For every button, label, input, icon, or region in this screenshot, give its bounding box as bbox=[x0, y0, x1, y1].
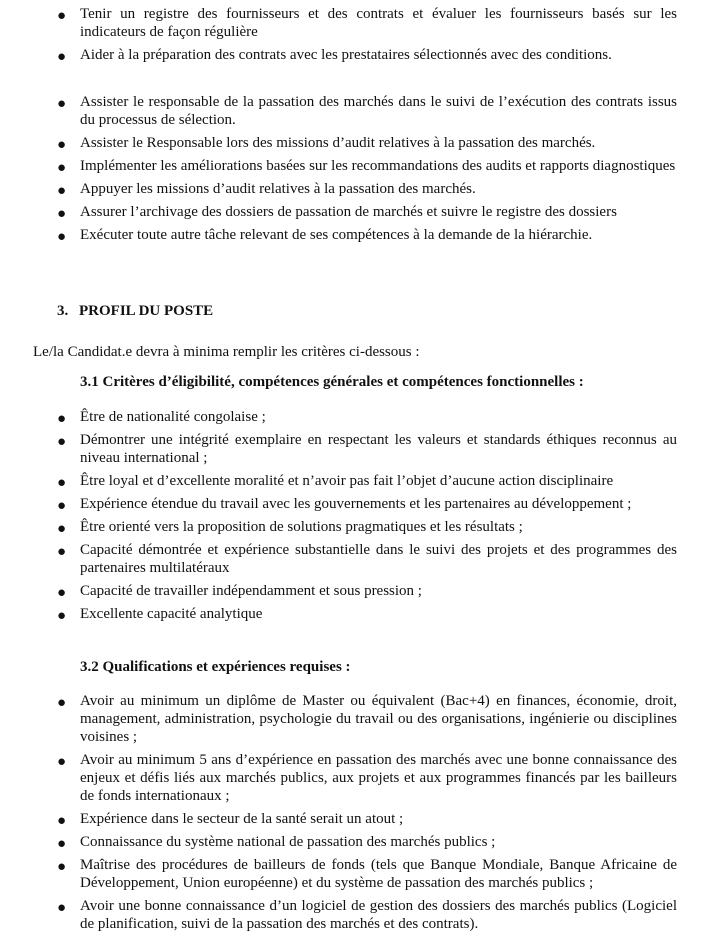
list-item: ● Aider à la préparation des contrats avec les prestataires sélectionnés avec des conditions. bbox=[57, 47, 612, 65]
bullet-icon: ● bbox=[57, 96, 67, 112]
list-item: ● Excellente capacité analytique bbox=[57, 606, 263, 624]
bullet-icon: ● bbox=[57, 544, 67, 560]
list-item: ● Assister le Responsable lors des missions d’audit relatives à la passation des marchés. bbox=[57, 135, 596, 153]
list-item: ● Appuyer les missions d’audit relatives à la passation des marchés. bbox=[57, 181, 476, 199]
list-item: ● Assurer l’archivage des dossiers de passation de marchés et suivre le registre des dossiers bbox=[57, 204, 617, 222]
list-item: ● Expérience dans le secteur de la santé serait un atout ; bbox=[57, 811, 404, 829]
bullet-icon: ● bbox=[57, 160, 67, 176]
bullet-icon: ● bbox=[57, 608, 67, 624]
bullet-list-qualifications bbox=[0, 692, 711, 933]
bullet-icon: ● bbox=[57, 434, 67, 450]
bullet-icon: ● bbox=[57, 695, 67, 711]
bullet-list-tasks-a bbox=[0, 5, 711, 64]
list-item: ● Être de nationalité congolaise ; bbox=[57, 409, 266, 427]
list-item: ● Assister le responsable de la passation des marchés dans le suivi de l’exécution des contrats issus du processus de sélection. bbox=[57, 94, 677, 128]
bullet-icon: ● bbox=[57, 754, 67, 770]
bullet-icon: ● bbox=[57, 411, 67, 427]
bullet-icon: ● bbox=[57, 498, 67, 514]
bullet-icon: ● bbox=[57, 900, 67, 916]
list-item: ● Être loyal et d’excellente moralité et n’avoir pas fait l’objet d’aucune action disciplinaire bbox=[57, 473, 614, 491]
list-item: ● Connaissance du système national de passation des marchés publics ; bbox=[57, 834, 496, 852]
bullet-icon: ● bbox=[57, 836, 67, 852]
list-item: ● Avoir une bonne connaissance d’un logiciel de gestion des dossiers des marchés publics (Logiciel de planification, suivi de la passation des marchés et des contrats). bbox=[57, 898, 677, 932]
section-number: 3. bbox=[57, 303, 69, 319]
list-item: ● Implémenter les améliorations basées sur les recommandations des audits et rapports diagnostiques bbox=[57, 158, 676, 176]
list-item: ● Avoir au minimum 5 ans d’expérience en passation des marchés avec une bonne connaissance des enjeux et défis liés aux marchés publics, aux projets et aux programmes financés par les bailleurs de fonds internationaux ; bbox=[57, 752, 677, 804]
subsection-heading-3-2: 3.2 Qualifications et expériences requises : bbox=[80, 659, 351, 675]
list-item: ● Être orienté vers la proposition de solutions pragmatiques et les résultats ; bbox=[57, 519, 523, 537]
bullet-icon: ● bbox=[57, 229, 67, 245]
subsection-heading-3-1: 3.1 Critères d’éligibilité, compétences générales et compétences fonctionnelles : bbox=[80, 374, 584, 390]
list-item: ● Avoir au minimum un diplôme de Master ou équivalent (Bac+4) en finances, économie, droit, management, administration, psychologie du travail ou des organisations, ingénierie ou disciplines voisines ; bbox=[57, 693, 677, 745]
bullet-list-tasks-b bbox=[0, 93, 711, 244]
list-item: ● Démontrer une intégrité exemplaire en respectant les valeurs et standards éthiques reconnus au niveau international ; bbox=[57, 432, 677, 466]
bullet-icon: ● bbox=[57, 137, 67, 153]
list-item: ● Expérience étendue du travail avec les gouvernements et les partenaires au développement ; bbox=[57, 496, 632, 514]
bullet-icon: ● bbox=[57, 8, 67, 24]
bullet-icon: ● bbox=[57, 585, 67, 601]
list-item: ● Maîtrise des procédures de bailleurs de fonds (tels que Banque Mondiale, Banque Africaine de Développement, Union européenne) et du système de passation des marchés publics ; bbox=[57, 857, 677, 891]
bullet-icon: ● bbox=[57, 475, 67, 491]
bullet-icon: ● bbox=[57, 49, 67, 65]
list-item: ● Exécuter toute autre tâche relevant de ses compétences à la demande de la hiérarchie. bbox=[57, 227, 593, 245]
section-heading bbox=[57, 302, 213, 320]
bullet-icon: ● bbox=[57, 183, 67, 199]
bullet-icon: ● bbox=[57, 521, 67, 537]
section-title: PROFIL DU POSTE bbox=[79, 303, 214, 319]
bullet-icon: ● bbox=[57, 206, 67, 222]
bullet-icon: ● bbox=[57, 859, 67, 875]
list-item: ● Capacité de travailler indépendamment et sous pression ; bbox=[57, 583, 422, 601]
bullet-icon: ● bbox=[57, 813, 67, 829]
bullet-list-criteria bbox=[0, 408, 711, 623]
list-item: ● Capacité démontrée et expérience substantielle dans le suivi des projets et des programmes des partenaires multilatéraux bbox=[57, 542, 677, 576]
section-intro: Le/la Candidat.e devra à minima remplir les critères ci-dessous : bbox=[33, 344, 420, 360]
list-item: ● Tenir un registre des fournisseurs et des contrats et évaluer les fournisseurs basés sur les indicateurs de façon régulière bbox=[57, 6, 677, 40]
